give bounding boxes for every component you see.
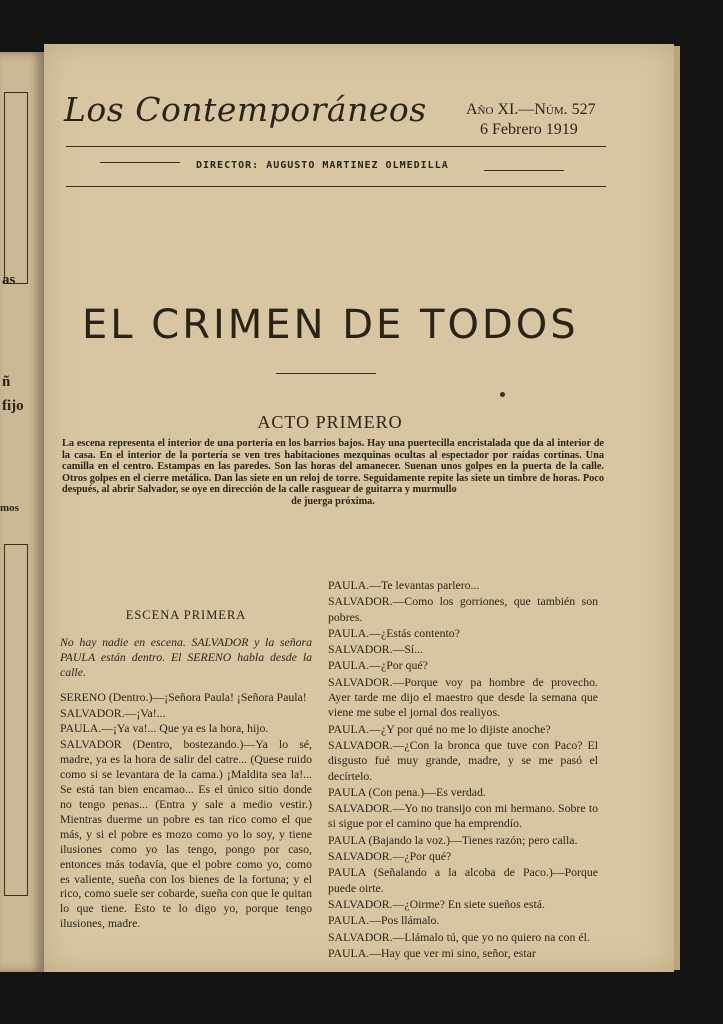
- issue-info: [466, 100, 596, 138]
- masthead-rule: [66, 186, 606, 187]
- adjacent-page-frame: [4, 92, 28, 284]
- scene-opening-direction: No hay nadie en escena. SALVADOR y la señora PAULA están dentro. El SERENO habla desde la calle.: [60, 634, 312, 679]
- dialogue-line: PAULA (Con pena.)—Es verdad.: [328, 784, 486, 799]
- issue-number: Año XI.—Núm. 527: [466, 101, 596, 118]
- act-heading: ACTO PRIMERO: [257, 412, 403, 432]
- dialogue-line: PAULA.—Hay que ver mi sino, señor, estar: [328, 945, 536, 960]
- dialogue-line: PAULA.—¿Por qué?: [328, 658, 428, 673]
- stage-directions: [62, 438, 604, 508]
- title-divider: [276, 373, 376, 374]
- dialogue-line: SALVADOR.—¿Con la bronca que tuve con Paco? El disgusto fué muy grande, madre, y se me pasó el decírtelo.: [328, 737, 598, 783]
- page-edge: [674, 46, 680, 970]
- ink-speck: [500, 392, 505, 397]
- adjacent-page-frame: [4, 544, 28, 896]
- magazine-title: Los Contemporáneos: [64, 90, 427, 129]
- dialogue-line: SALVADOR.—¿Oirme? En siete sueños está.: [328, 896, 545, 911]
- adjacent-page-fragment: mos: [0, 502, 19, 514]
- play-title: EL CRIMEN DE TODOS: [82, 302, 579, 348]
- dialogue-line: SALVADOR.—Yo no transijo con mi hermano. Sobre to si sigue por el camino que ha emprendío.: [328, 801, 598, 831]
- dialogue-line: SALVADOR (Dentro, bostezando.)—Ya lo sé, madre, ya es la hora de salir del catre... (Quese ruido como si se levantara de la cama.) ¡Maldita sea la!... Se está tan bien encamao... Es el único sitio donde no tengo penas... (Entra y sale a medio vestir.) Mientras duerme un pobre es tan rico como el que más, y si el pobre es mozo como yo lo soy, y tiene ilusiones como yo las tengo, pongo por caso, entonces más todavía, que el pobre como yo, como es valiente, sueña con los bienes de la fortuna; y el rico, como suele ser cobarde, sueña con que le quitan lo que tiene. Esto te lo digo yo, porque tengo ilusiones, madre.: [60, 737, 312, 931]
- adjacent-page-fragment: fijo: [2, 398, 24, 414]
- dialogue-line: PAULA.—¿Estás contento?: [328, 625, 460, 640]
- dialogue-line: SALVADOR.—Porque voy pa hombre de provecho. Ayer tarde me dijo el maestro que desde la semana que viene me sube el jornal dos realiyos.: [328, 674, 598, 720]
- dialogue-line: PAULA.—¡Ya va!... Que ya es la hora, hijo.: [60, 721, 269, 736]
- issue-date: 6 Febrero 1919: [480, 121, 578, 138]
- dialogue-line: SALVADOR.—Sí...: [328, 642, 424, 657]
- scene-heading: ESCENA PRIMERA: [125, 608, 247, 622]
- director-rule-left: [100, 162, 180, 163]
- text-column-left: [60, 608, 312, 932]
- director-line: DIRECTOR: AUGUSTO MARTINEZ OLMEDILLA: [196, 160, 449, 171]
- dialogue-line: SALVADOR.—Como los gorriones, que también son pobres.: [328, 594, 598, 624]
- masthead-rule: [66, 146, 606, 147]
- stage-directions-end: de juerga próxima.: [291, 495, 375, 507]
- adjacent-page-edge: [0, 52, 44, 972]
- dialogue-line: PAULA (Señalando a la alcoba de Paco.)—Porque puede oirte.: [328, 865, 598, 895]
- dialogue-line: PAULA (Bajando la voz.)—Tienes razón; pero calla.: [328, 832, 578, 847]
- dialogue-line: SALVADOR.—¡Va!...: [60, 705, 166, 720]
- director-rule-right: [484, 170, 564, 171]
- dialogue-line: SERENO (Dentro.)—¡Señora Paula! ¡Señora Paula!: [60, 689, 307, 704]
- adjacent-page-fragment: as: [2, 272, 16, 288]
- dialogue-line: PAULA.—Te levantas parlero...: [328, 578, 480, 592]
- dialogue-line: SALVADOR.—Llámalo tú, que yo no quiero na con él.: [328, 929, 590, 944]
- text-column-right: [328, 578, 598, 962]
- dialogue-line: PAULA.—¿Y por qué no me lo dijiste anoche?: [328, 721, 551, 736]
- dialogue-line: SALVADOR.—¿Por qué?: [328, 849, 452, 864]
- dialogue-line: PAULA.—Pos llámalo.: [328, 913, 440, 928]
- stage-directions-text: La escena representa el interior de una portería en los barrios bajos. Hay una puertecilla encristalada que da al interior de la casa. En el interior de la portería se ven tres habitaciones mezquinas ocultas al espectador por raídas cortinas. Una camilla en el centro. Estampas en las paredes. Son las horas del amanecer. Suenan unos golpes en la puerta de la calle. Otros golpes en el cierre metálico. Dan las siete en un reloj de torre. Seguidamente repite las siete un timbre de horas. Poco después, al abrir Salvador, se oye en dirección de la calle rasguear de guitarra y murmullo: [62, 438, 604, 496]
- adjacent-page-fragment: ñ: [2, 374, 11, 390]
